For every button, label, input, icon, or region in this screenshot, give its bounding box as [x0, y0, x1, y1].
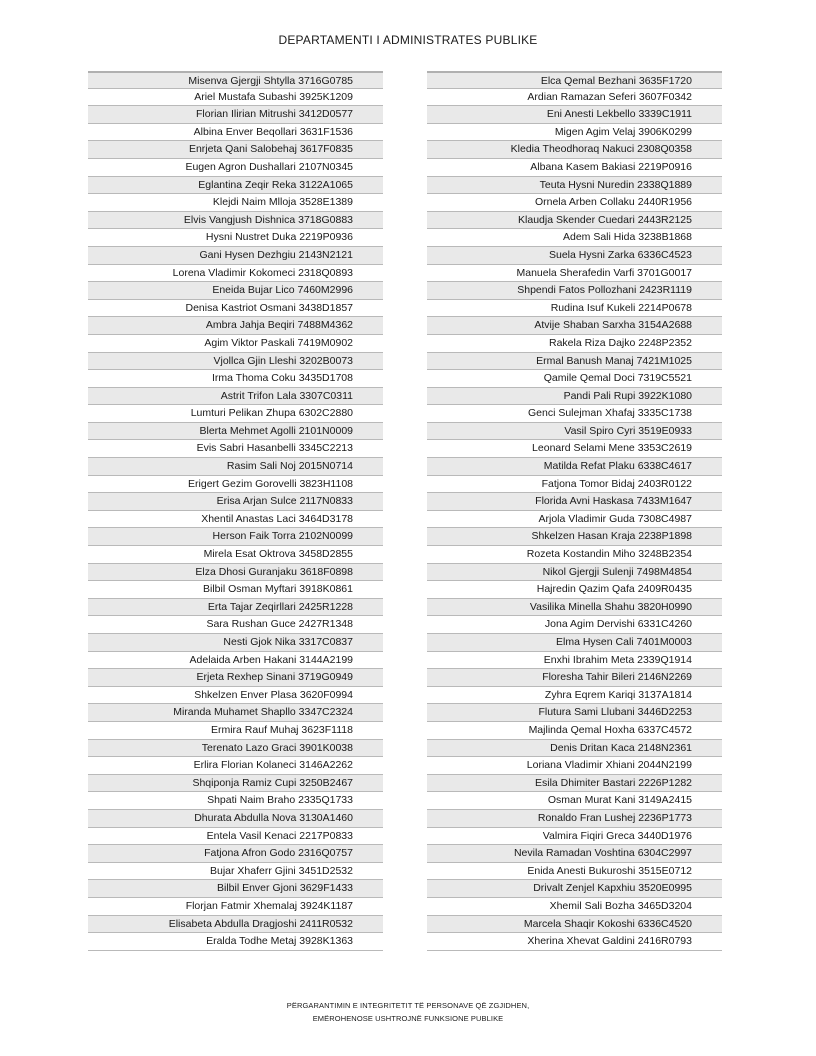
- list-item: Teuta Hysni Nuredin 2338Q1889: [427, 177, 722, 195]
- list-item: Albina Enver Beqollari 3631F1536: [88, 124, 383, 142]
- list-item: Elca Qemal Bezhani 3635F1720: [427, 71, 722, 89]
- list-item: Loriana Vladimir Xhiani 2044N2199: [427, 757, 722, 775]
- list-item: Adelaida Arben Hakani 3144A2199: [88, 652, 383, 670]
- list-item: Florian Ilirian Mitrushi 3412D0577: [88, 106, 383, 124]
- footer-line-1: PËRGARANTIMIN E INTEGRITETIT TË PERSONAVE QË ZGJIDHEN,: [286, 1001, 530, 1010]
- list-item: Valmira Fiqiri Greca 3440D1976: [427, 828, 722, 846]
- list-item: Denisa Kastriot Osmani 3438D1857: [88, 300, 383, 318]
- list-item: Vjollca Gjin Lleshi 3202B0073: [88, 353, 383, 371]
- list-item: Nevila Ramadan Voshtina 6304C2997: [427, 845, 722, 863]
- list-item: Shpati Naim Braho 2335Q1733: [88, 792, 383, 810]
- list-item: Genci Sulejman Xhafaj 3335C1738: [427, 405, 722, 423]
- list-item: Ronaldo Fran Lushej 2236P1773: [427, 810, 722, 828]
- list-item: Lorena Vladimir Kokomeci 2318Q0893: [88, 265, 383, 283]
- list-item: Lumturi Pelikan Zhupa 6302C2880: [88, 405, 383, 423]
- list-item: Rudina Isuf Kukeli 2214P0678: [427, 300, 722, 318]
- list-item: Drivalt Zenjel Kapxhiu 3520E0995: [427, 880, 722, 898]
- list-item: Sara Rushan Guce 2427R1348: [88, 616, 383, 634]
- list-item: Ermal Banush Manaj 7421M1025: [427, 353, 722, 371]
- list-item: Mirela Esat Oktrova 3458D2855: [88, 546, 383, 564]
- list-item: Suela Hysni Zarka 6336C4523: [427, 247, 722, 265]
- list-item: Albana Kasem Bakiasi 2219P0916: [427, 159, 722, 177]
- list-item: Pandi Pali Rupi 3922K1080: [427, 388, 722, 406]
- right-column-list: [427, 71, 722, 951]
- list-item: Florjan Fatmir Xhemalaj 3924K1187: [88, 898, 383, 916]
- list-item: Denis Dritan Kaca 2148N2361: [427, 740, 722, 758]
- list-item: Erta Tajar Zeqirllari 2425R1228: [88, 599, 383, 617]
- list-item: Xherina Xhevat Galdini 2416R0793: [427, 933, 722, 951]
- list-item: Hajredin Qazim Qafa 2409R0435: [427, 581, 722, 599]
- list-item: Floresha Tahir Bileri 2146N2269: [427, 669, 722, 687]
- list-item: Ambra Jahja Beqiri 7488M4362: [88, 317, 383, 335]
- list-item: Enrjeta Qani Salobehaj 3617F0835: [88, 141, 383, 159]
- list-item: Enxhi Ibrahim Meta 2339Q1914: [427, 652, 722, 670]
- list-item: Evis Sabri Hasanbelli 3345C2213: [88, 440, 383, 458]
- list-item: Vasil Spiro Cyri 3519E0933: [427, 423, 722, 441]
- list-item: Ornela Arben Collaku 2440R1956: [427, 194, 722, 212]
- list-item: Erjeta Rexhep Sinani 3719G0949: [88, 669, 383, 687]
- list-item: Shkelzen Enver Plasa 3620F0994: [88, 687, 383, 705]
- list-item: Klejdi Naim Mlloja 3528E1389: [88, 194, 383, 212]
- list-item: Eni Anesti Lekbello 3339C1911: [427, 106, 722, 124]
- list-item: Eugen Agron Dushallari 2107N0345: [88, 159, 383, 177]
- list-item: Eralda Todhe Metaj 3928K1363: [88, 933, 383, 951]
- left-column-list: [88, 71, 383, 951]
- list-item: Elvis Vangjush Dishnica 3718G0883: [88, 212, 383, 230]
- list-item: Dhurata Abdulla Nova 3130A1460: [88, 810, 383, 828]
- list-item: Migen Agim Velaj 3906K0299: [427, 124, 722, 142]
- list-item: Elza Dhosi Guranjaku 3618F0898: [88, 564, 383, 582]
- list-item: Atvije Shaban Sarxha 3154A2688: [427, 317, 722, 335]
- list-item: Enida Anesti Bukuroshi 3515E0712: [427, 863, 722, 881]
- list-item: Shpendi Fatos Pollozhani 2423R1119: [427, 282, 722, 300]
- list-item: Erlira Florian Kolaneci 3146A2262: [88, 757, 383, 775]
- list-item: Nikol Gjergji Sulenji 7498M4854: [427, 564, 722, 582]
- list-item: Florida Avni Haskasa 7433M1647: [427, 493, 722, 511]
- list-item: Ardian Ramazan Seferi 3607F0342: [427, 89, 722, 107]
- list-item: Agim Viktor Paskali 7419M0902: [88, 335, 383, 353]
- list-item: Ermira Rauf Muhaj 3623F1118: [88, 722, 383, 740]
- list-item: Miranda Muhamet Shapllo 3347C2324: [88, 704, 383, 722]
- list-item: Xhemil Sali Bozha 3465D3204: [427, 898, 722, 916]
- list-item: Nesti Gjok Nika 3317C0837: [88, 634, 383, 652]
- list-item: Rozeta Kostandin Miho 3248B2354: [427, 546, 722, 564]
- list-item: Hysni Nustret Duka 2219P0936: [88, 229, 383, 247]
- list-item: Shkelzen Hasan Kraja 2238P1898: [427, 528, 722, 546]
- list-item: Adem Sali Hida 3238B1868: [427, 229, 722, 247]
- list-item: Flutura Sami Llubani 3446D2253: [427, 704, 722, 722]
- list-item: Ariel Mustafa Subashi 3925K1209: [88, 89, 383, 107]
- list-item: Irma Thoma Coku 3435D1708: [88, 370, 383, 388]
- list-item: Arjola Vladimir Guda 7308C4987: [427, 511, 722, 529]
- list-item: Entela Vasil Kenaci 2217P0833: [88, 828, 383, 846]
- list-item: Rasim Sali Noj 2015N0714: [88, 458, 383, 476]
- page-title: DEPARTAMENTI I ADMINISTRATES PUBLIKE: [278, 33, 538, 47]
- list-item: Klaudja Skender Cuedari 2443R2125: [427, 212, 722, 230]
- list-item: Bujar Xhaferr Gjini 3451D2532: [88, 863, 383, 881]
- list-item: Elisabeta Abdulla Dragjoshi 2411R0532: [88, 916, 383, 934]
- list-item: Manuela Sherafedin Varfi 3701G0017: [427, 265, 722, 283]
- page-footer: [0, 999, 816, 1025]
- list-item: Erisa Arjan Sulce 2117N0833: [88, 493, 383, 511]
- list-item: Bilbil Osman Myftari 3918K0861: [88, 581, 383, 599]
- list-item: Gani Hysen Dezhgiu 2143N2121: [88, 247, 383, 265]
- list-item: Marcela Shaqir Kokoshi 6336C4520: [427, 916, 722, 934]
- list-item: Osman Murat Kani 3149A2415: [427, 792, 722, 810]
- list-item: Kledia Theodhoraq Nakuci 2308Q0358: [427, 141, 722, 159]
- list-item: Rakela Riza Dajko 2248P2352: [427, 335, 722, 353]
- list-item: Eneida Bujar Lico 7460M2996: [88, 282, 383, 300]
- list-item: Astrit Trifon Lala 3307C0311: [88, 388, 383, 406]
- list-item: Eglantina Zeqir Reka 3122A1065: [88, 177, 383, 195]
- list-item: Qamile Qemal Doci 7319C5521: [427, 370, 722, 388]
- list-item: Elma Hysen Cali 7401M0003: [427, 634, 722, 652]
- list-item: Bilbil Enver Gjoni 3629F1433: [88, 880, 383, 898]
- list-item: Fatjona Tomor Bidaj 2403R0122: [427, 476, 722, 494]
- list-item: Erigert Gezim Gorovelli 3823H1108: [88, 476, 383, 494]
- list-item: Vasilika Minella Shahu 3820H0990: [427, 599, 722, 617]
- list-item: Esila Dhimiter Bastari 2226P1282: [427, 775, 722, 793]
- list-item: Xhentil Anastas Laci 3464D3178: [88, 511, 383, 529]
- list-item: Majlinda Qemal Hoxha 6337C4572: [427, 722, 722, 740]
- list-item: Blerta Mehmet Agolli 2101N0009: [88, 423, 383, 441]
- list-item: Misenva Gjergji Shtylla 3716G0785: [88, 71, 383, 89]
- list-item: Fatjona Afron Godo 2316Q0757: [88, 845, 383, 863]
- list-item: Herson Faik Torra 2102N0099: [88, 528, 383, 546]
- footer-line-2: EMËROHENOSE USHTROJNË FUNKSIONE PUBLIKE: [312, 1014, 504, 1023]
- list-item: Shqiponja Ramiz Cupi 3250B2467: [88, 775, 383, 793]
- list-item: Terenato Lazo Graci 3901K0038: [88, 740, 383, 758]
- list-item: Zyhra Eqrem Kariqi 3137A1814: [427, 687, 722, 705]
- list-item: Matilda Refat Plaku 6338C4617: [427, 458, 722, 476]
- list-item: Leonard Selami Mene 3353C2619: [427, 440, 722, 458]
- list-item: Jona Agim Dervishi 6331C4260: [427, 616, 722, 634]
